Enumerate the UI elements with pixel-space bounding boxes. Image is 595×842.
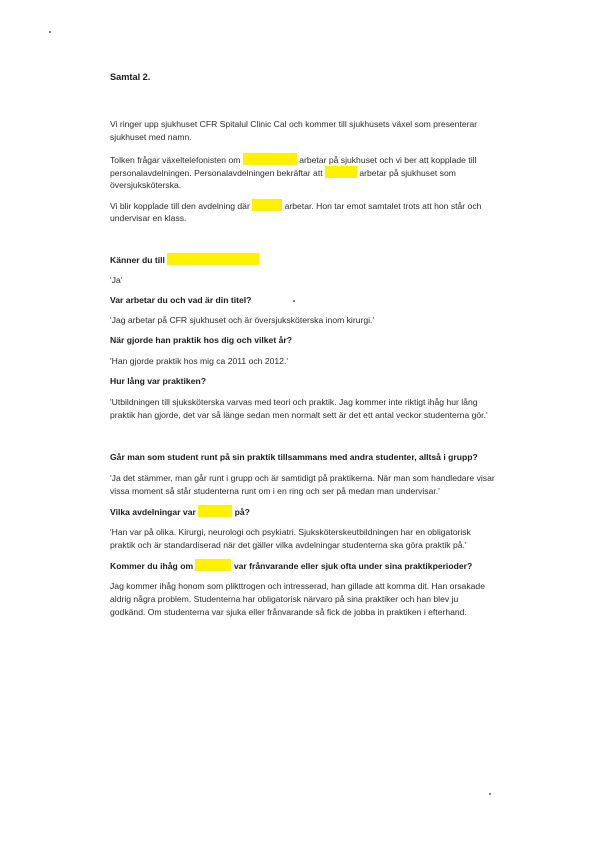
redaction-marker [198, 505, 232, 517]
scan-speck [489, 793, 491, 795]
answer: 'Jag arbetar på CFR sjukhuset och är översjuksköterska inom kirurgi.' [110, 315, 375, 325]
question [110, 253, 259, 267]
intro-line: översjuksköterska. [110, 180, 182, 190]
question [110, 505, 250, 519]
answer: praktik han gjorde, det var så länge sedan men normalt sett är det ett antal veckor studenterna gör.' [110, 410, 488, 420]
answer: vissa moment så står studenterna runt om i en ring och ser på medan man undervisar.' [110, 486, 440, 496]
answer: 'Han gjorde praktik hos mig ca 2011 och 2012.' [110, 356, 288, 366]
question-text: Vilka avdelningar var [110, 507, 196, 517]
redaction-marker [325, 166, 357, 178]
question-text: på? [234, 507, 250, 517]
intro-text: arbetar. Hon tar emot samtalet trots att hon står och [284, 201, 482, 211]
intro-line [110, 153, 476, 167]
redaction-marker [243, 153, 297, 165]
document-title: Samtal 2. [110, 72, 151, 82]
intro-line [110, 199, 481, 213]
answer: godkänd. Om studenterna var sjuka eller frånvarande så fick de jobba in praktiken i efterhand. [110, 607, 467, 617]
intro-text: arbetar på sjukhuset och vi ber att kopplade till [299, 155, 477, 165]
intro-text: arbetar på sjukhuset som [359, 168, 456, 178]
redaction-marker [252, 199, 282, 211]
scan-speck [49, 31, 51, 33]
redaction-marker [167, 253, 259, 265]
question: Går man som student runt på sin praktik tillsammans med andra studenter, alltså i grupp? [110, 452, 478, 462]
question: När gjorde han praktik hos dig och vilket år? [110, 335, 292, 345]
intro-line: undervisar en klass. [110, 213, 187, 223]
intro-line: Vi ringer upp sjukhuset CFR Spitalul Clinic Cal och kommer till sjukhusets växel som presenterar [110, 119, 478, 129]
question: Var arbetar du och vad är din titel? [110, 295, 252, 305]
answer: 'Ja' [110, 275, 123, 285]
answer: Jag kommer ihåg honom som plikttrogen och intresserad, han gillade att komma dit. Han orsakade [110, 581, 485, 591]
redaction-marker [195, 559, 231, 571]
question-text: Kommer du ihåg om [110, 561, 194, 571]
answer: 'Utbildningen till sjuksköterska varvas med teori och praktik. Jag kommer inte riktigt ihåg hur lång [110, 397, 478, 407]
question-text: Känner du till [110, 255, 165, 265]
answer: praktik och är standardiserad när det gäller vilka avdelningar studenterna ska göra praktik på.' [110, 540, 467, 550]
question [110, 559, 472, 573]
intro-text: personalavdelningen. Personalavdelningen bekräftar att [110, 168, 323, 178]
scan-speck [293, 300, 295, 302]
answer: 'Han var på olika. Kirurgi, neurologi och psykiatri. Sjuksköterskeutbildningen har en obligatorisk [110, 527, 471, 537]
question-text: var frånvarande eller sjuk ofta under sina praktikperioder? [233, 561, 473, 571]
intro-line [110, 166, 456, 180]
intro-text: Vi blir kopplade till den avdelning där [110, 201, 250, 211]
answer: aldrig några problem. Studenterna har obligatorisk närvaro på sina praktiker och han blev ju [110, 594, 459, 604]
answer: 'Ja det stämmer, man går runt i grupp och är samtidigt på praktikerna. När man som handledare visar [110, 473, 495, 483]
intro-text: Tolken frågar växeltelefonisten om [110, 155, 241, 165]
question: Hur lång var praktiken? [110, 376, 206, 386]
intro-line: sjukhuset med namn. [110, 132, 192, 142]
